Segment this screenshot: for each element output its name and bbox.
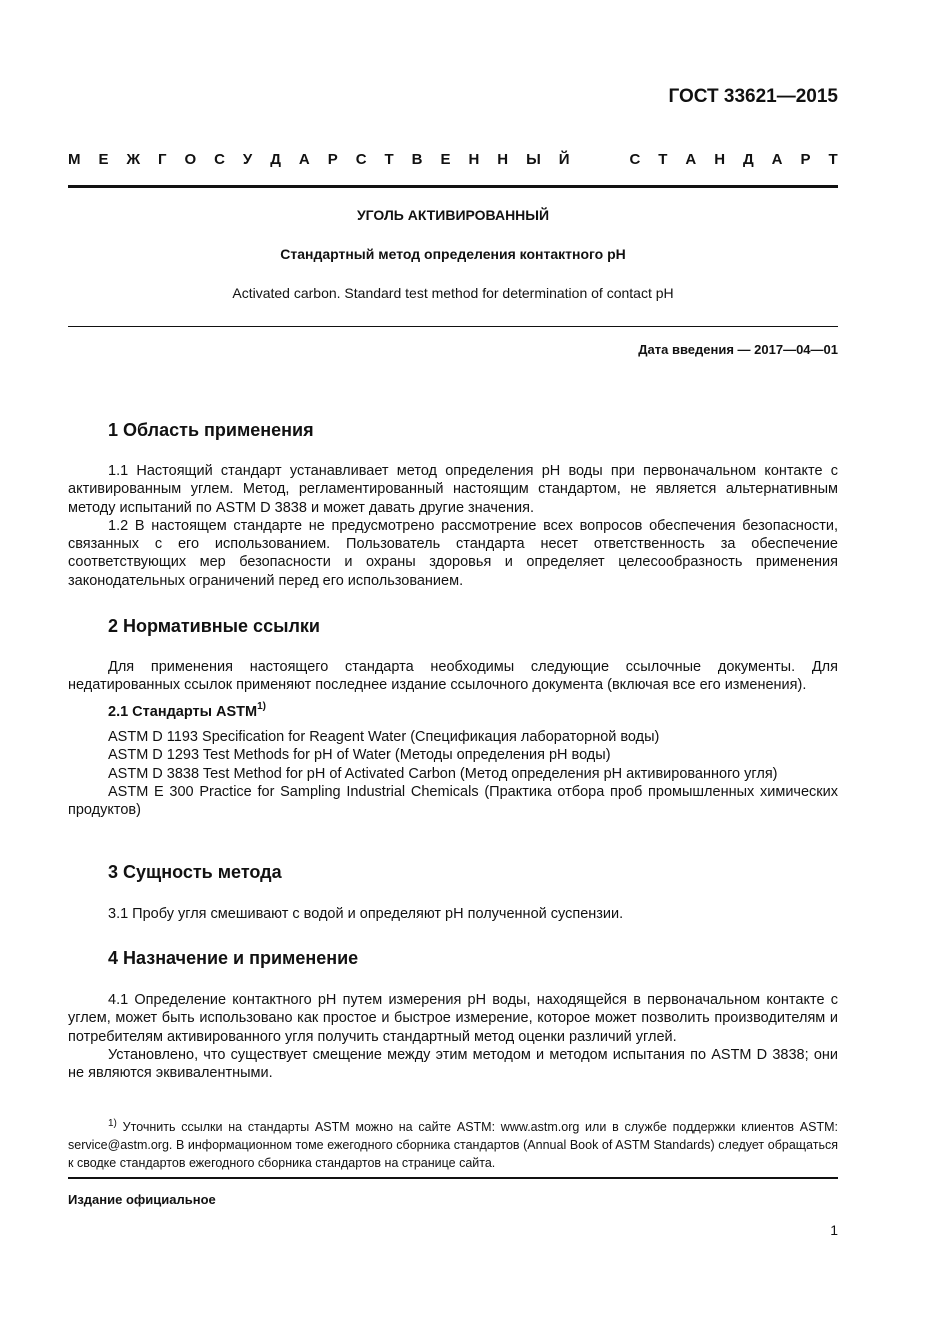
paragraph-4-2: Установлено, что существует смещение между этим методом и методом испытания по ASTM D 3838; они не являются эквивалентными.: [68, 1046, 838, 1082]
banner-letter: А: [771, 151, 783, 168]
section-1-heading: 1 Область применения: [108, 420, 314, 440]
astm-reference-list: [68, 728, 838, 819]
banner-letter: В: [411, 151, 423, 168]
banner-letter: У: [242, 151, 253, 168]
doc-number: ГОСТ 33621—2015: [668, 86, 838, 107]
banner-letter: Н: [468, 151, 480, 168]
paragraph-3-1: 3.1 Пробу угля смешивают с водой и определяют pH полученной суспензии.: [108, 906, 624, 922]
section-4-body: [68, 991, 838, 1082]
header-rule: [68, 185, 838, 188]
banner-letter: Й: [558, 151, 570, 168]
introduction-date: Дата введения — 2017—04—01: [638, 342, 838, 357]
banner-letter: Р: [800, 151, 811, 168]
section-3-heading: 3 Сущность метода: [108, 862, 282, 882]
banner-letter: Г: [157, 151, 167, 168]
footnote: [68, 1118, 838, 1172]
banner-letter: Е: [98, 151, 109, 168]
paragraph-1-1: 1.1 Настоящий стандарт устанавливает метод определения pH воды при первоначальном контакте с активированным углем. Метод, регламентированный настоящим стандартом, не является альтернативным методу испытаний по ASTM D 3838 и может давать другие значения.: [68, 463, 838, 516]
banner-letter: А: [685, 151, 697, 168]
paragraph-4-1: 4.1 Определение контактного pH путем измерения pH воды, находящейся в первоначальном контакте с углем, может быть использовано как простое и быстрое измерение, которое может позволить производителям и потребителям активированного угля получить стандартный метод оценки различий углей.: [68, 992, 838, 1045]
section-3-body: [68, 905, 838, 923]
banner-letter: Ы: [526, 151, 541, 168]
document-subtitle: Стандартный метод определения контактного pH: [280, 246, 626, 262]
paragraph-2-intro: Для применения настоящего стандарта необходимы следующие ссылочные документы. Для недатированных ссылок применяют последнее издание ссылочного документа (включая все его изменения).: [68, 659, 838, 694]
banner-letter: О: [184, 151, 197, 168]
reference-item: ASTM E 300 Practice for Sampling Industrial Chemicals (Практика отбора проб промышленных химических продуктов): [68, 783, 838, 819]
banner-letter: Т: [384, 151, 394, 168]
banner-letter: Т: [658, 151, 668, 168]
banner-letter: Д: [270, 151, 281, 168]
section-1-body: [68, 462, 838, 590]
paragraph-1-2: 1.2 В настоящем стандарте не предусмотрено рассмотрение всех вопросов обеспечения безопасности, связанных с его использованием. Пользователь стандарта несет ответственность за обеспечение соответствующих мер безопасности и охраны здоровья и определяет целесообразность применения законодательных ограничений перед его использованием.: [68, 517, 838, 589]
english-title: Activated carbon. Standard test method for determination of contact pH: [232, 285, 674, 301]
banner-letter: Ж: [126, 151, 141, 168]
banner-letter: Е: [440, 151, 451, 168]
footnote-text: Уточнить ссылки на стандарты ASTM можно на сайте ASTM: www.astm.org или в службе поддержки клиентов ASTM: service@astm.org. В информационном томе ежегодного сборника стандартов (Annual Book of ASTM Standards) следует обращаться к сводке стандартов ежегодного сборника стандартов на странице сайта.: [68, 1120, 838, 1170]
banner-letter: С: [355, 151, 367, 168]
subsection-2-1-heading: [108, 701, 267, 720]
subsection-2-1-title: 2.1 Стандарты ASTM: [108, 704, 258, 720]
document-title: УГОЛЬ АКТИВИРОВАННЫЙ: [356, 207, 550, 223]
banner-gap: [587, 151, 611, 168]
banner-letter: А: [298, 151, 310, 168]
banner-letter: Р: [327, 151, 338, 168]
title-rule: [68, 326, 838, 327]
banner-letter: Т: [828, 151, 838, 168]
standard-type-banner: [68, 151, 838, 168]
section-2-body: [68, 658, 838, 695]
footnote-ref: 1): [257, 701, 267, 712]
footer-rule: [68, 1177, 838, 1179]
edition-label: Издание официальное: [68, 1192, 216, 1207]
footnote-marker: 1): [108, 1118, 117, 1129]
reference-item: ASTM D 3838 Test Method for pH of Activated Carbon (Метод определения pH активированного угля): [108, 765, 778, 782]
banner-letter: Д: [743, 151, 754, 168]
banner-letter: С: [629, 151, 641, 168]
page-number: 1: [830, 1222, 838, 1238]
reference-item: ASTM D 1293 Test Methods for pH of Water (Методы определения pH воды): [108, 747, 611, 764]
banner-letter: Н: [714, 151, 726, 168]
banner-letter: С: [214, 151, 225, 168]
banner-letter: М: [68, 151, 81, 168]
section-4-heading: 4 Назначение и применение: [108, 948, 359, 968]
banner-letter: Н: [497, 151, 509, 168]
reference-item: ASTM D 1193 Specification for Reagent Water (Спецификация лабораторной воды): [108, 729, 660, 745]
section-2-heading: 2 Нормативные ссылки: [108, 616, 320, 636]
